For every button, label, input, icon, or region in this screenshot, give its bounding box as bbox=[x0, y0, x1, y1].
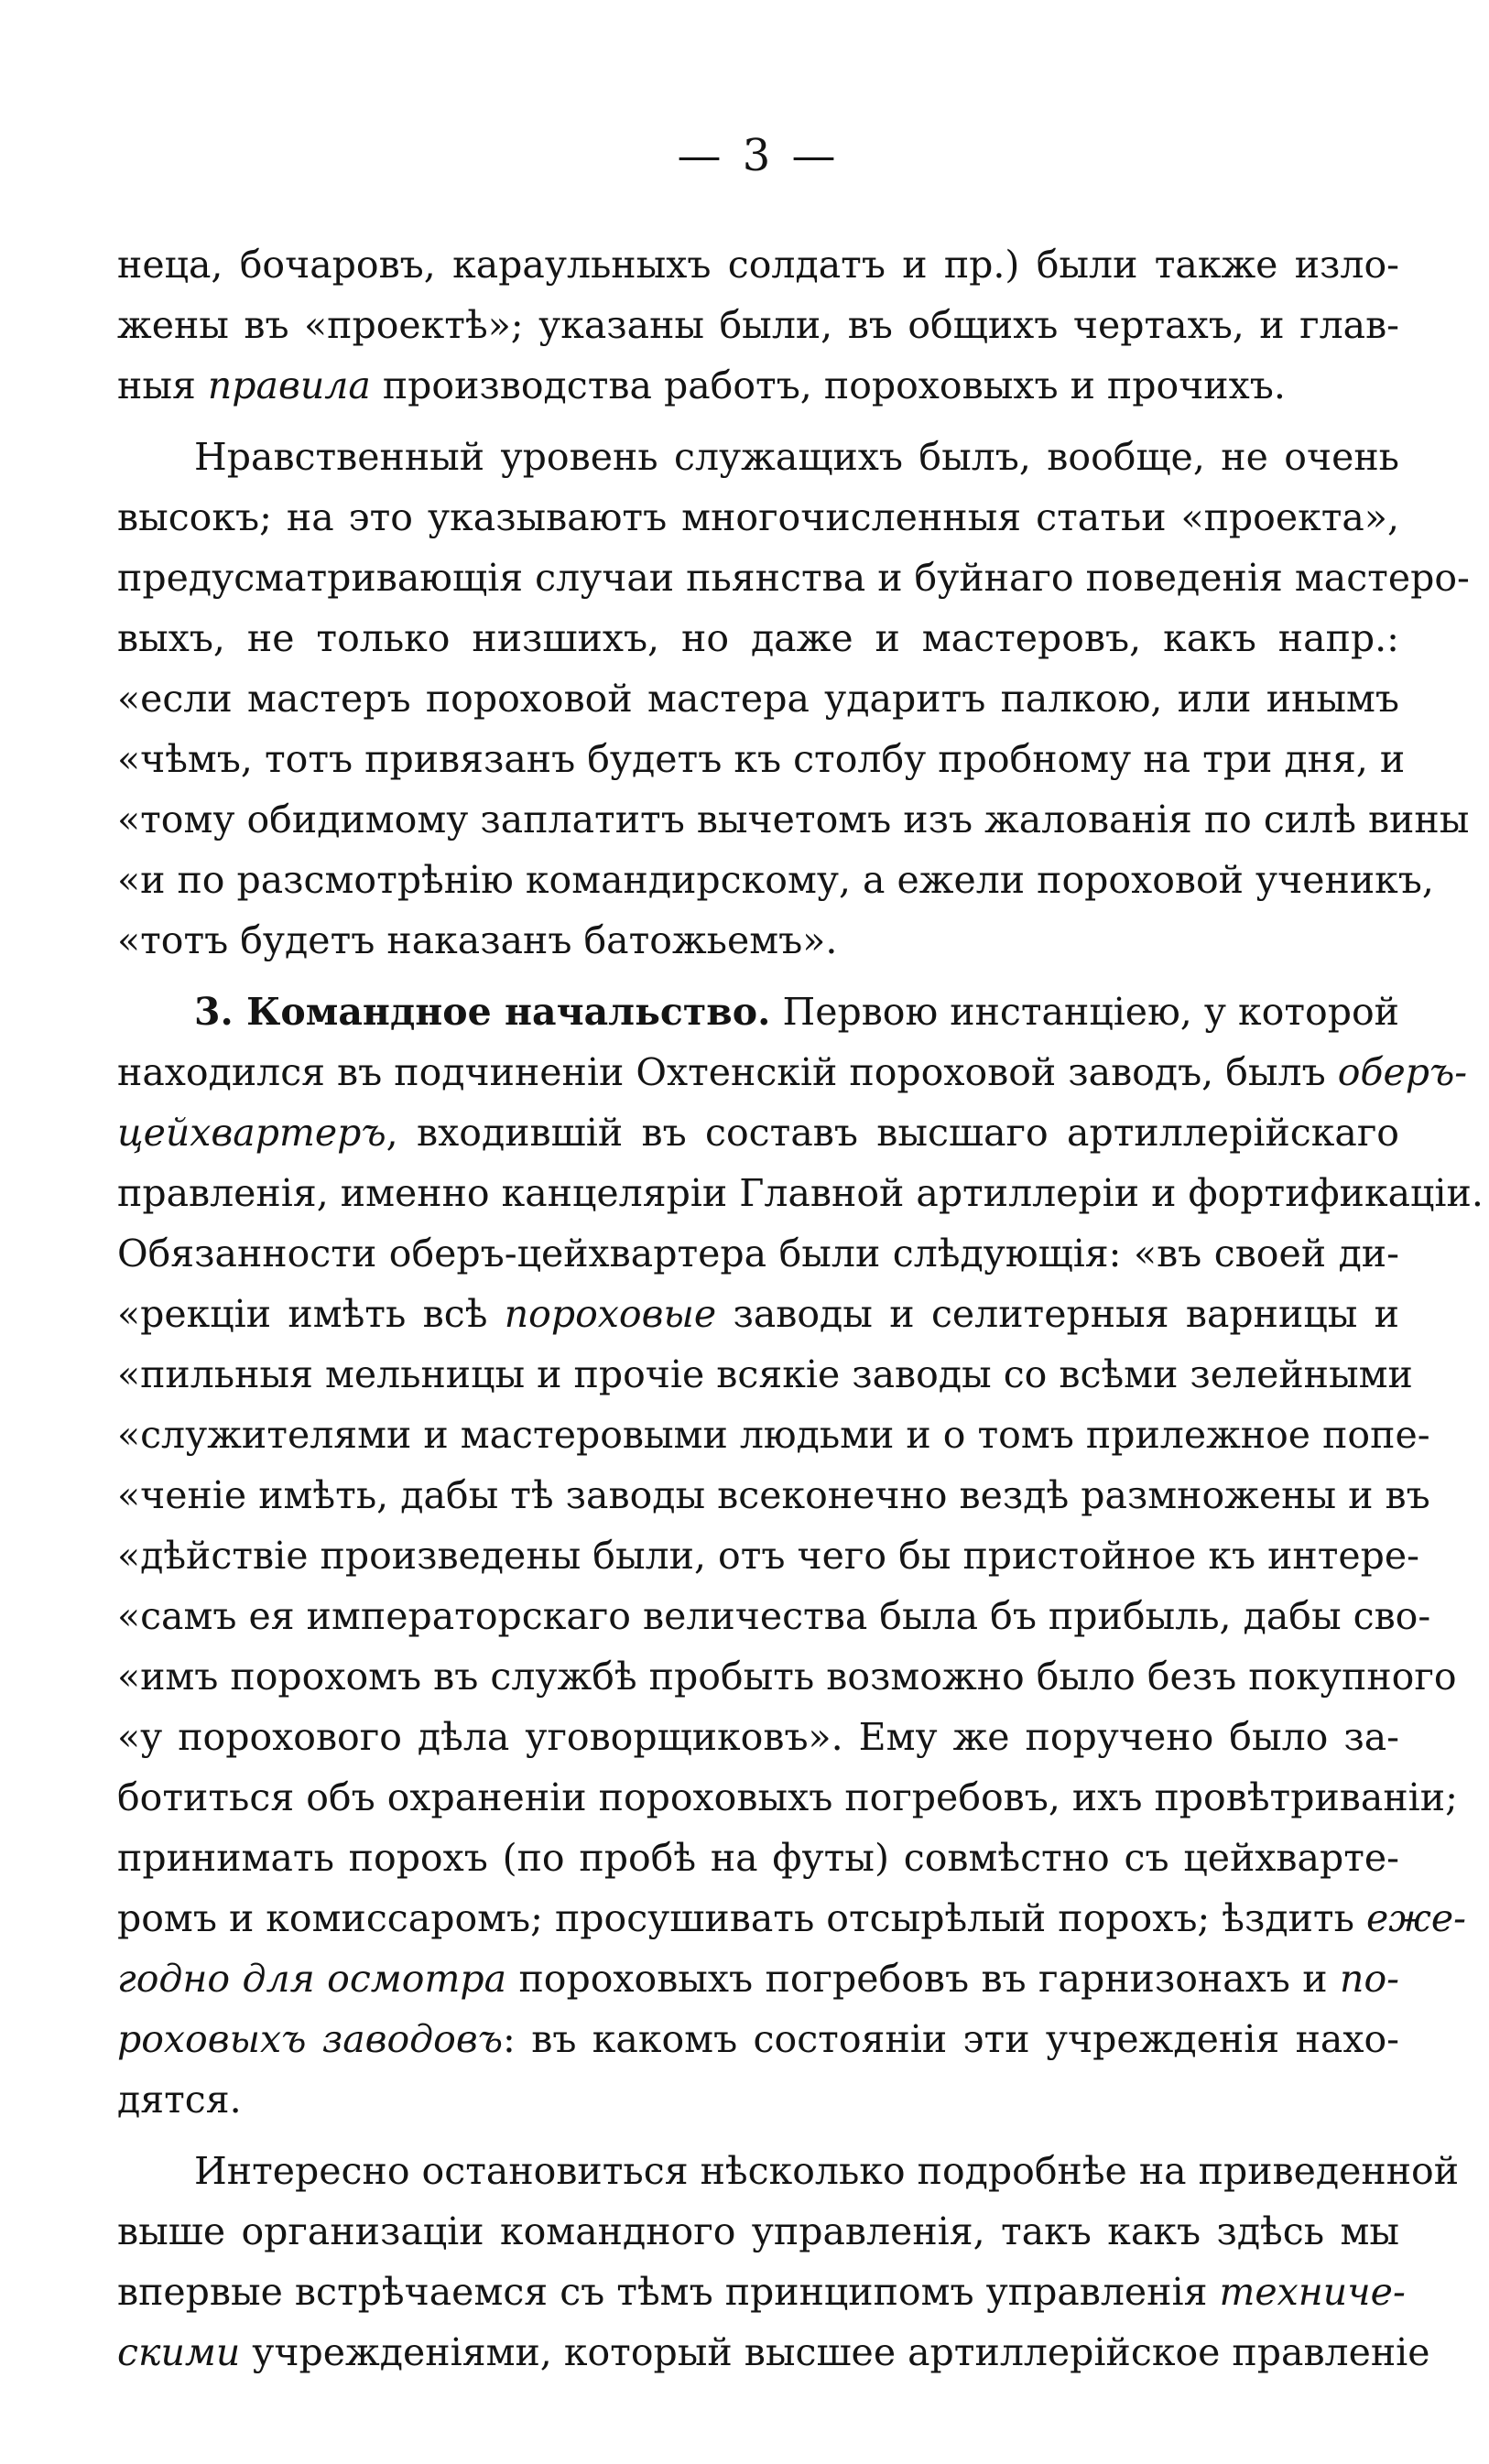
text-line bbox=[117, 1102, 1399, 1163]
paragraph-gap bbox=[117, 971, 1399, 982]
text-line bbox=[117, 1888, 1466, 1948]
text-line bbox=[117, 668, 1399, 729]
text-segment: оберъ- bbox=[1337, 1050, 1468, 1094]
text-line bbox=[117, 1646, 1457, 1707]
paragraph bbox=[117, 982, 1484, 2130]
text-segment: находился въ подчиненіи Охтенскій пороховой заводъ, былъ bbox=[117, 1050, 1338, 1094]
text-line bbox=[117, 2141, 1460, 2201]
text-segment: цейхвартеръ bbox=[117, 1111, 386, 1155]
document-page bbox=[117, 128, 1484, 2383]
text-segment: «рекціи имѣть всѣ bbox=[117, 1292, 505, 1336]
paragraph bbox=[117, 234, 1399, 416]
text-line bbox=[117, 2201, 1399, 2262]
text-line bbox=[117, 2069, 1399, 2130]
text-segment: «ченіе имѣть, дабы тѣ заводы всеконечно вездѣ размножены и въ bbox=[117, 1473, 1430, 1517]
text-segment: учрежденіями, который высшее артиллерійское правленіе bbox=[240, 2330, 1430, 2374]
text-line bbox=[117, 1707, 1399, 1767]
text-line bbox=[117, 1948, 1399, 2009]
text-segment: выхъ, не только низшихъ, но даже и мастеровъ, какъ напр.: bbox=[117, 616, 1399, 660]
text-segment: годно для осмотра bbox=[117, 1957, 507, 2001]
text-segment: ромъ и комиссаромъ; просушивать отсырѣлый порохъ; ѣздить bbox=[117, 1896, 1366, 1940]
paragraph bbox=[117, 427, 1470, 971]
text-line bbox=[117, 234, 1399, 295]
text-line bbox=[117, 2009, 1399, 2069]
text-line bbox=[117, 1042, 1468, 1102]
text-segment: ботиться объ охраненіи пороховыхъ погребовъ, ихъ провѣтриваніи; bbox=[117, 1775, 1458, 1819]
text-segment: предусматривающія случаи пьянства и буйнаго поведенія мастеро- bbox=[117, 556, 1470, 600]
text-line bbox=[117, 729, 1406, 789]
text-segment: по- bbox=[1340, 1957, 1399, 2001]
text-line bbox=[117, 1465, 1430, 1525]
text-segment: Нравственный уровень служащихъ былъ, вообще, не очень bbox=[194, 435, 1399, 479]
text-segment: «служителями и мастеровыми людьми и о томъ прилежное попе- bbox=[117, 1413, 1430, 1457]
text-segment: 3. Командное начальство. bbox=[194, 990, 771, 1034]
text-line bbox=[117, 487, 1399, 548]
text-line bbox=[117, 548, 1470, 608]
text-line bbox=[117, 982, 1399, 1042]
text-segment: высокъ; на это указываютъ многочисленныя статьи «проекта», bbox=[117, 495, 1399, 539]
text-segment: «пильныя мельницы и прочіе всякіе заводы со всѣми зелейными bbox=[117, 1352, 1413, 1396]
text-line bbox=[117, 2322, 1430, 2383]
text-line bbox=[117, 1405, 1430, 1465]
text-segment: дятся. bbox=[117, 2078, 242, 2122]
text-segment: «тотъ будетъ наказанъ батожьемъ». bbox=[117, 918, 838, 962]
text-line bbox=[117, 789, 1470, 850]
text-segment: выше организаціи командного управленія, такъ какъ здѣсь мы bbox=[117, 2209, 1399, 2253]
text-line bbox=[117, 355, 1399, 416]
text-segment: заводы и селитерныя варницы и bbox=[716, 1292, 1399, 1336]
text-line bbox=[117, 1344, 1413, 1405]
text-segment: «чѣмъ, тотъ привязанъ будетъ къ столбу пробному на три дня, и bbox=[117, 737, 1406, 781]
text-segment: «имъ порохомъ въ службѣ пробыть возможно было безъ покупного bbox=[117, 1655, 1457, 1699]
text-line bbox=[117, 1525, 1420, 1586]
text-segment: Интересно остановиться нѣсколько подробнѣе на приведенной bbox=[194, 2149, 1460, 2193]
text-segment: : въ какомъ состояніи эти учрежденія нахо- bbox=[503, 2017, 1399, 2061]
text-line bbox=[117, 1586, 1431, 1646]
text-segment: жены въ «проектѣ»; указаны были, въ общихъ чертахъ, и глав- bbox=[117, 303, 1399, 347]
text-line bbox=[117, 427, 1399, 487]
text-segment: ныя bbox=[117, 364, 208, 407]
text-segment: еже- bbox=[1365, 1896, 1466, 1940]
text-line bbox=[117, 850, 1434, 910]
text-segment: правленія, именно канцеляріи Главной артиллеріи и фортификаціи. bbox=[117, 1171, 1484, 1215]
text-line bbox=[117, 295, 1399, 355]
text-segment: роховыхъ заводовъ bbox=[117, 2017, 504, 2061]
text-segment: впервые встрѣчаемся съ тѣмъ принципомъ управленія bbox=[117, 2270, 1220, 2314]
text-line bbox=[117, 1223, 1399, 1284]
text-line bbox=[117, 608, 1399, 668]
text-line bbox=[117, 2262, 1406, 2322]
text-line bbox=[117, 1828, 1399, 1888]
text-segment: техниче- bbox=[1219, 2270, 1406, 2314]
text-segment: неца, бочаровъ, караульныхъ солдатъ и пр.) были также изло- bbox=[117, 243, 1399, 287]
text-segment: пороховые bbox=[504, 1292, 717, 1336]
text-segment: Обязанности оберъ-цейхвартера были слѣдующія: «въ своей ди- bbox=[117, 1232, 1399, 1275]
text-line bbox=[117, 1767, 1458, 1828]
page-number: — 3 — bbox=[677, 130, 840, 181]
text-line bbox=[117, 1163, 1484, 1223]
text-line bbox=[117, 1284, 1399, 1344]
text-segment: скими bbox=[117, 2330, 241, 2374]
paragraph-gap bbox=[117, 2130, 1399, 2141]
text-segment: пороховыхъ погребовъ въ гарнизонахъ и bbox=[506, 1957, 1341, 2001]
text-segment: правила bbox=[207, 364, 371, 407]
paragraph bbox=[117, 2141, 1460, 2383]
text-segment: Первою инстанціею, у которой bbox=[770, 990, 1399, 1034]
text-segment: производства работъ, пороховыхъ и прочихъ. bbox=[370, 364, 1286, 407]
text-segment: принимать порохъ (по пробѣ на футы) совмѣстно съ цейхварте- bbox=[117, 1836, 1399, 1880]
text-segment: «у порохового дѣла уговорщиковъ». Ему же поручено было за- bbox=[117, 1715, 1399, 1759]
body-text bbox=[117, 234, 1484, 2383]
text-segment: «если мастеръ пороховой мастера ударитъ палкою, или инымъ bbox=[117, 677, 1399, 721]
text-segment: «тому обидимому заплатитъ вычетомъ изъ жалованія по силѣ вины bbox=[117, 798, 1470, 841]
text-segment: «и по разсмотрѣнію командирскому, а ежели пороховой ученикъ, bbox=[117, 858, 1434, 902]
text-line bbox=[117, 910, 1399, 971]
text-segment: , входившій въ составъ высшаго артиллерійскаго bbox=[386, 1111, 1399, 1155]
text-segment: «дѣйствіе произведены были, отъ чего бы пристойное къ интере- bbox=[117, 1534, 1420, 1578]
paragraph-gap bbox=[117, 416, 1399, 427]
text-segment: «самъ ея императорскаго величества была бъ прибыль, дабы сво- bbox=[117, 1594, 1431, 1638]
